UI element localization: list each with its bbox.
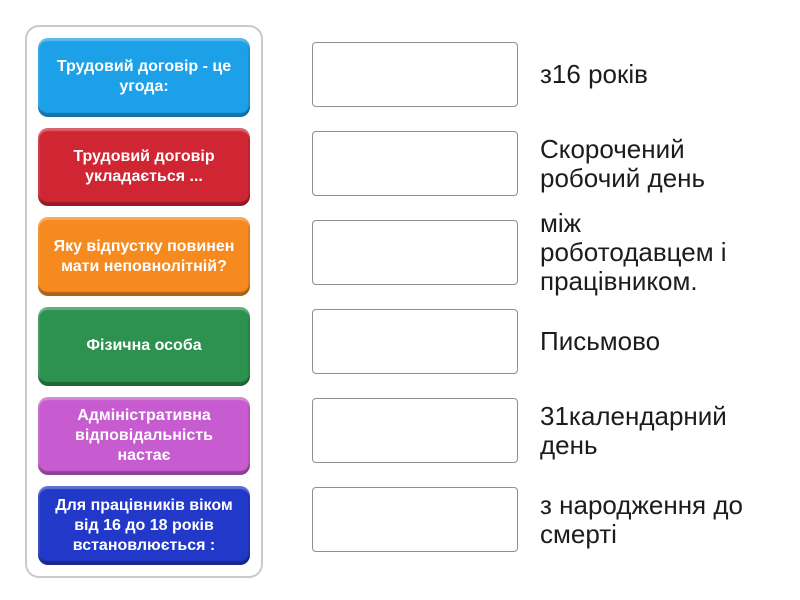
prompt-tile-tray (25, 25, 263, 578)
prompt-tile-administratyvna-vidpovidalnist[interactable]: Адміністративна відповідальність настає (38, 397, 250, 476)
match-row (312, 487, 758, 552)
match-row (312, 208, 758, 296)
match-row (312, 309, 758, 374)
answer-label-2: Скорочений робочий день (540, 133, 706, 193)
drop-zone-6[interactable] (312, 487, 518, 552)
match-row (312, 42, 758, 107)
prompt-tile-pratsivnyky-16-18[interactable]: Для працівників віком від 16 до 18 років встановлюється : (38, 486, 250, 565)
answer-column (312, 42, 758, 552)
prompt-tile-fizychna-osoba[interactable]: Фізична особа (38, 307, 250, 386)
prompt-tile-trudovyi-dohovir-uhoda[interactable]: Трудовий договір - це угода: (38, 38, 250, 117)
match-row (312, 398, 758, 463)
answer-label-1: з16 років (540, 59, 648, 89)
drop-zone-1[interactable] (312, 42, 518, 107)
prompt-tile-trudovyi-dohovir-ukladaietsia[interactable]: Трудовий договір укладається ... (38, 128, 250, 207)
answer-label-3: між роботодавцем і працівником. (540, 208, 727, 296)
drop-zone-5[interactable] (312, 398, 518, 463)
answer-label-4: Письмово (540, 326, 661, 356)
answer-label-6: з народження до смерті (540, 489, 743, 549)
answer-label-5: 31календарний день (540, 400, 727, 460)
prompt-tile-vidpustka-nepovnolitnii[interactable]: Яку відпустку повинен мати неповнолітній? (38, 217, 250, 296)
drop-zone-4[interactable] (312, 309, 518, 374)
drop-zone-3[interactable] (312, 220, 518, 285)
match-row (312, 131, 758, 196)
drop-zone-2[interactable] (312, 131, 518, 196)
